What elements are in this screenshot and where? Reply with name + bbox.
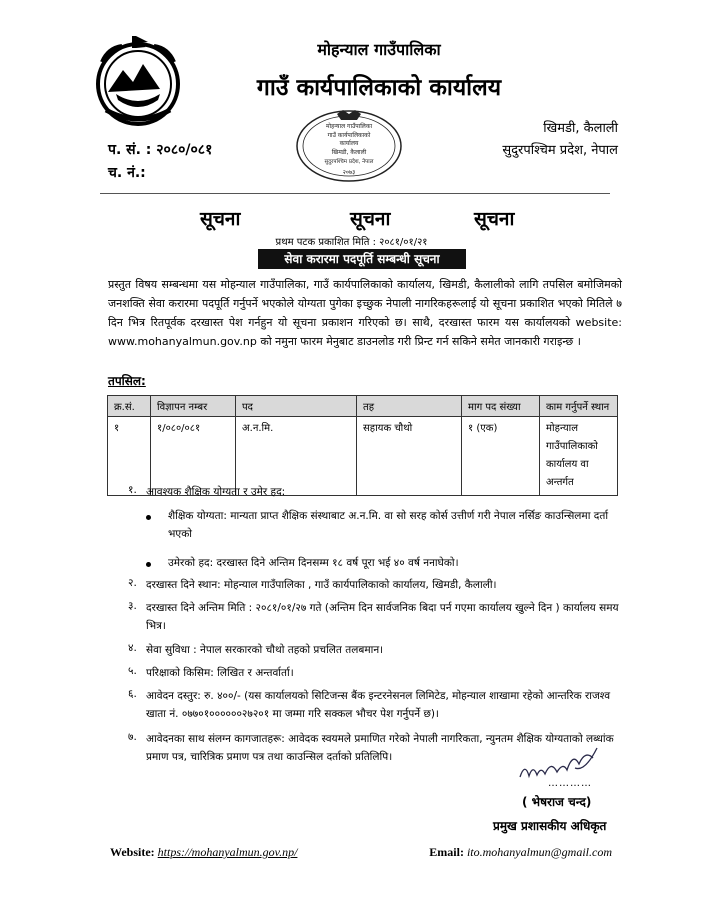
col-header-post: पद — [236, 396, 357, 417]
cell-post: अ.न.मि. — [236, 417, 357, 496]
table-header-row — [108, 396, 618, 417]
vacancy-table — [107, 395, 618, 496]
item-number: ७. — [128, 731, 137, 743]
col-header-sn: क्र.सं. — [108, 396, 151, 417]
cell-work-place: मोहन्याल गाउँपालिकाको कार्यालय वा अन्तर्गत — [540, 417, 618, 496]
signatory-title: प्रमुख प्रशासकीय अधिकृत — [493, 819, 607, 833]
svg-text:गाउँ कार्यपालिकाको: गाउँ कार्यपालिकाको — [327, 132, 371, 139]
website-link[interactable]: https://mohanyalmun.gov.np/ — [157, 845, 298, 859]
col-header-positions: माग पद संख्या — [462, 396, 540, 417]
cell-positions: १ (एक) — [462, 417, 540, 496]
cell-sn: १ — [108, 417, 151, 496]
location-province: सुदुरपश्चिम प्रदेश, नेपाल — [502, 143, 618, 158]
svg-text:मोहन्याल गाउँपालिका: मोहन्याल गाउँपालिका — [325, 123, 373, 130]
header-divider — [100, 193, 610, 194]
cell-ad-no: १/०८०/०८१ — [151, 417, 236, 496]
svg-text:खिमडी, कैलाली: खिमडी, कैलाली — [331, 149, 367, 156]
item-application-fee: आवेदन दस्तुर: रु. ४००/- (यस कार्यालयको सिटिजन्स बैंक इन्टरनेसनल लिमिटेड, मोहन्याल शाखामा रहेको आन्तरिक राजश्व खाता नं. ०७७०१००००००२७२०१ मा जम्मा गरि सक्कल भौचर पेश गर्नुपर्ने छ)। — [146, 690, 611, 720]
col-header-ad-no: विज्ञापन नम्बर — [151, 396, 236, 417]
website-label: Website — [110, 845, 151, 859]
item-exam-type: परिक्षाको किसिम: लिखित र अन्तर्वार्ता। — [146, 667, 294, 679]
item-number: ६. — [128, 688, 137, 700]
col-header-level: तह — [357, 396, 462, 417]
svg-text:२०७३: २०७३ — [342, 169, 356, 176]
item-application-place: दरखास्त दिने स्थान: मोहन्याल गाउँपालिका , गाउँ कार्यपालिकाको कार्यालय, खिमडी, कैलाली। — [146, 579, 497, 591]
item-number: ४. — [128, 642, 137, 654]
municipality-name: मोहन्याल गाउँपालिका — [317, 40, 441, 59]
notice-title: सेवा करारमा पदपूर्ति सम्बन्धी सूचना — [258, 249, 466, 269]
svg-text:कार्यालय: कार्यालय — [339, 140, 359, 147]
item-education-requirement: शैक्षिक योग्यता: मान्यता प्राप्त शैक्षिक संस्थाबाट अ.न.मि. वा सो सरह कोर्स उत्तीर्ण गरी नेपाल नर्सिङ काउन्सिलमा दर्ता भएको — [168, 510, 609, 540]
notice-word-1: सूचना — [200, 208, 241, 230]
col-header-work-place: काम गर्नुपर्ने स्थान — [540, 396, 618, 417]
published-date: प्रथम पटक प्रकाशित मिति : २०८१/०१/२१ — [275, 237, 428, 248]
svg-text:सुदुरपश्चिम प्रदेश, नेपाल: सुदुरपश्चिम प्रदेश, नेपाल — [324, 159, 374, 165]
dispatch-number: च. नं.: — [108, 165, 146, 181]
item-number: २. — [128, 577, 137, 589]
office-name: गाउँ कार्यपालिकाको कार्यालय — [256, 75, 502, 101]
intro-paragraph: प्रस्तुत विषय सम्बन्धमा यस मोहन्याल गाउँपालिका, गाउँ कार्यपालिकाको कार्यालय, खिमडी, कैलालीको लागि तपसिल बमोजिमको जनशक्ति सेवा करारमा पदपूर्ति गर्नुपर्ने भएकोले योग्यता पुगेका इच्छुक नेपाली नागरिकहरूलाई यो सूचना प्रकाशित भएको मितिले ७ दिन भित्र रितपूर्वक दरखास्त पेश गर्नहुन यो सूचना प्रकाशन गरिएको छ। साथै, दरखास्त फारम यस कार्यालयको website: www.mohanyalmun.gov.np को नमुना फारम मेनुबाट डाउनलोड गरी प्रिन्ट गर्न सकिने समेत जानकारी गराइन्छ । — [108, 278, 622, 348]
signatory-name: ( भेषराज चन्द) — [522, 795, 592, 809]
reference-number: प. सं. : २०८०/०८१ — [108, 142, 213, 158]
item-required-documents: आवेदनका साथ संलग्न कागजातहरू: आवेदक स्वयमले प्रमाणित गरेको नेपाली नागरिकता, न्युनतम शैक्षिक योग्यताको लब्धांक प्रमाण पत्र, चारित्रिक प्रमाण पत्र तथा काउन्सिल दर्ताको प्रतिलिपि। — [146, 733, 614, 763]
item-deadline: दरखास्त दिने अन्तिम मिति : २०८१/०१/२७ गते (अन्तिम दिन सार्वजनिक बिदा पर्न गएमा कार्यालय खुल्ने दिन ) कार्यालय समय भित्र। — [146, 602, 619, 632]
cell-level: सहायक चौथो — [357, 417, 462, 496]
details-label: तपसिल: — [108, 374, 146, 388]
bullet-dot — [146, 515, 151, 520]
item-facilities: सेवा सुविधा : नेपाल सरकारको चौथो तहको प्रचलित तलबमान। — [146, 644, 384, 656]
item-number: १. — [128, 484, 137, 496]
signature-line: ………… — [548, 778, 592, 789]
item-qualification-heading: आवश्यक शैक्षिक योग्यता र उमेर हद: — [146, 486, 286, 498]
location-district: खिमडी, कैलाली — [543, 121, 618, 136]
bullet-dot — [146, 562, 151, 567]
notice-word-2: सूचना — [350, 208, 391, 230]
office-stamp — [293, 108, 405, 184]
item-age-limit: उमेरको हद: दरखास्त दिने अन्तिम दिनसम्म १८ वर्ष पूरा भई ४० वर्ष ननाघेको। — [168, 557, 459, 569]
notice-word-3: सूचना — [474, 208, 515, 230]
item-number: ५. — [128, 665, 137, 677]
email-address[interactable]: ito.mohanyalmun@gmail.com — [466, 845, 612, 859]
item-number: ३. — [128, 600, 137, 612]
email-label: Email — [429, 845, 460, 859]
